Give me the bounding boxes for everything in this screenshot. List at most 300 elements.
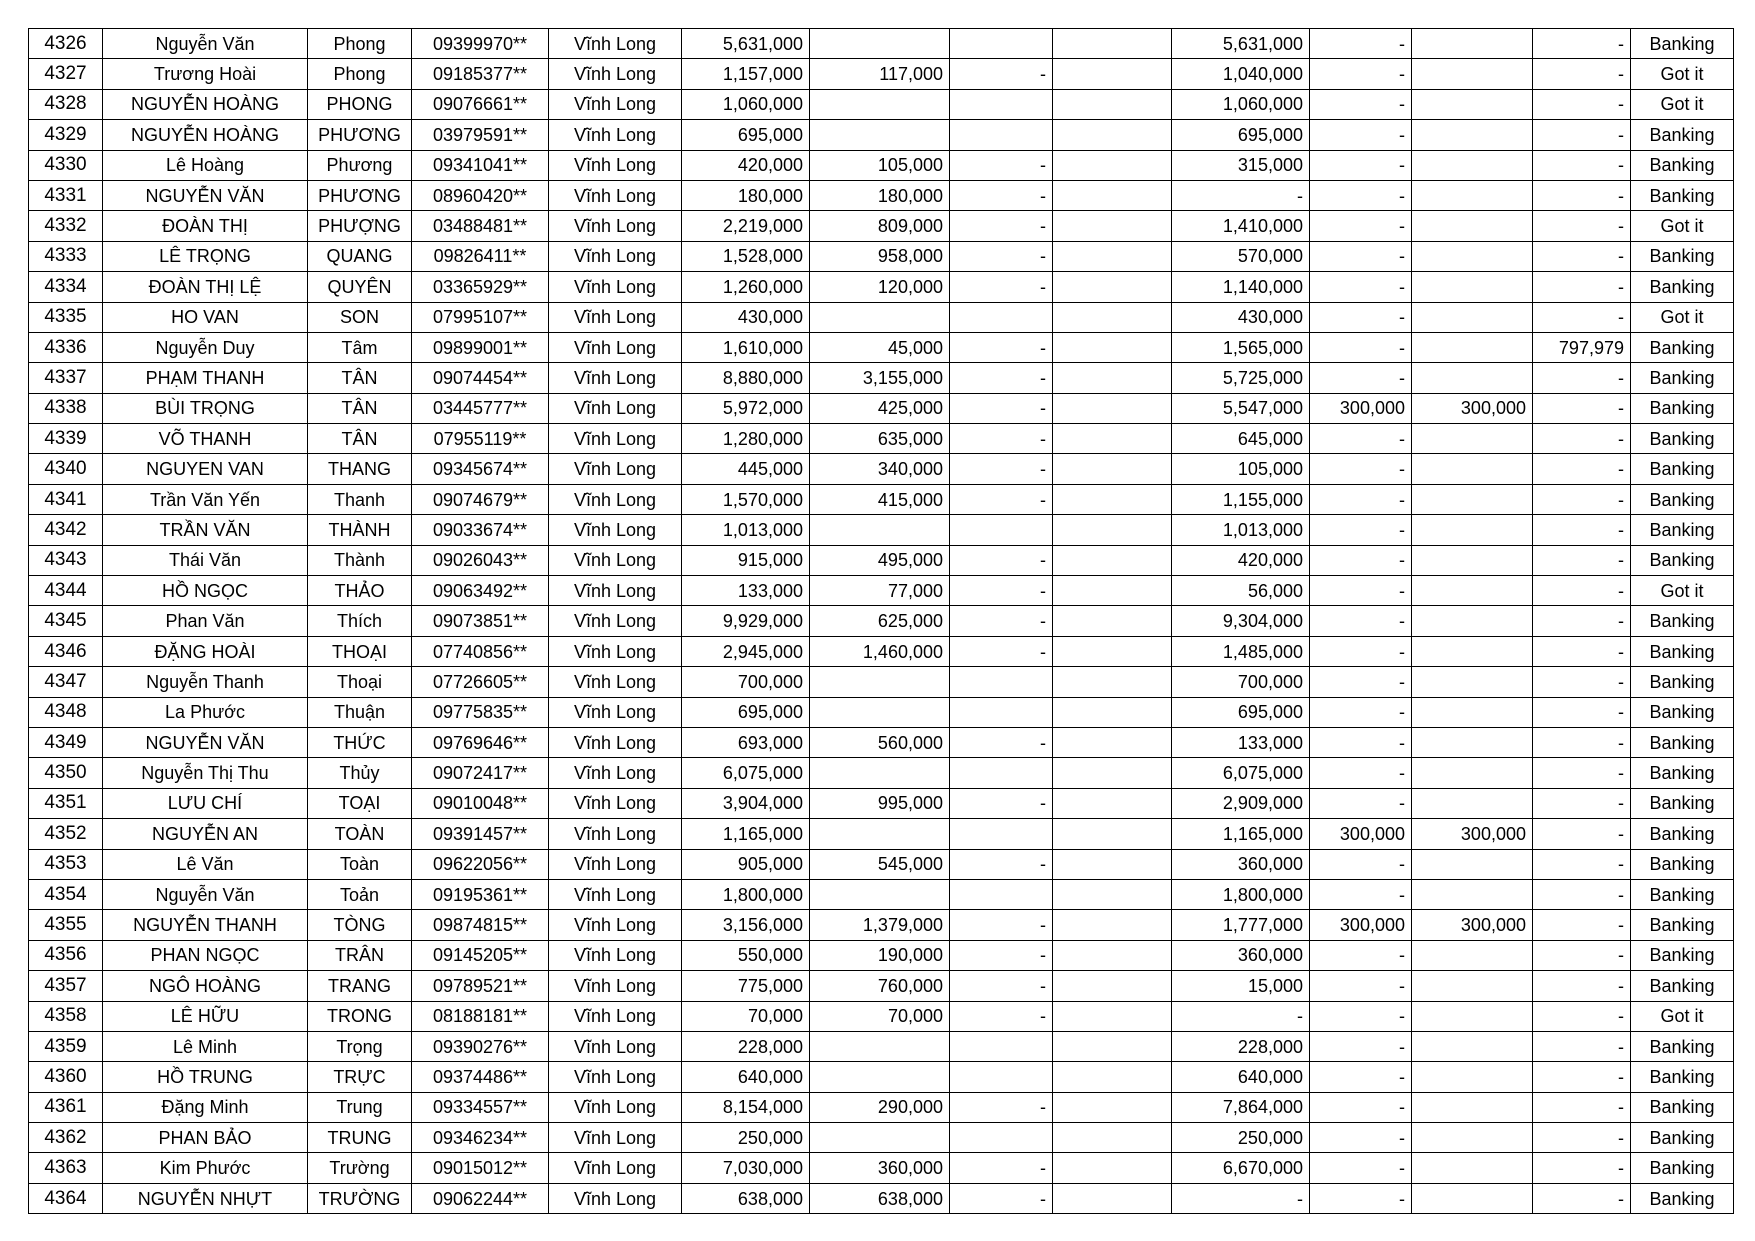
- first-name-cell: THANG: [308, 454, 412, 484]
- payment-method-cell: Got it: [1631, 302, 1734, 332]
- phone-cell: 09391457**: [412, 819, 549, 849]
- row-id-cell: 4340: [29, 454, 103, 484]
- first-name-cell: QUYÊN: [308, 272, 412, 302]
- bonus-dash-cell: -: [1310, 971, 1412, 1001]
- last-middle-name-cell: TRẦN VĂN: [103, 515, 308, 545]
- phone-cell: 09346234**: [412, 1123, 549, 1153]
- deduction-cell: 70,000: [810, 1001, 950, 1031]
- total-amount-cell: 905,000: [682, 849, 810, 879]
- payment-method-cell: Banking: [1631, 363, 1734, 393]
- last-middle-name-cell: ĐẶNG HOÀI: [103, 636, 308, 666]
- deduction-dash-cell: -: [950, 636, 1053, 666]
- payment-method-cell: Banking: [1631, 1092, 1734, 1122]
- deduction-cell: 120,000: [810, 272, 950, 302]
- bonus-dash-cell: -: [1310, 636, 1412, 666]
- blank-cell: [1053, 241, 1172, 271]
- blank-cell: [1053, 697, 1172, 727]
- province-cell: Vĩnh Long: [549, 241, 682, 271]
- bonus-amount-cell: [1412, 727, 1533, 757]
- blank-cell: [1053, 971, 1172, 1001]
- table-row: [29, 1031, 1734, 1061]
- net-amount-cell: 105,000: [1172, 454, 1310, 484]
- extra-amount-cell: -: [1533, 606, 1631, 636]
- blank-cell: [1053, 393, 1172, 423]
- row-id-cell: 4345: [29, 606, 103, 636]
- phone-cell: 09769646**: [412, 727, 549, 757]
- blank-cell: [1053, 424, 1172, 454]
- bonus-amount-cell: [1412, 211, 1533, 241]
- blank-cell: [1053, 1031, 1172, 1061]
- first-name-cell: Thành: [308, 545, 412, 575]
- payment-method-cell: Got it: [1631, 89, 1734, 119]
- blank-cell: [1053, 363, 1172, 393]
- row-id-cell: 4347: [29, 667, 103, 697]
- blank-cell: [1053, 606, 1172, 636]
- province-cell: Vĩnh Long: [549, 727, 682, 757]
- bonus-amount-cell: [1412, 1001, 1533, 1031]
- deduction-cell: 560,000: [810, 727, 950, 757]
- row-id-cell: 4338: [29, 393, 103, 423]
- blank-cell: [1053, 667, 1172, 697]
- table-row: [29, 515, 1734, 545]
- bonus-dash-cell: -: [1310, 180, 1412, 210]
- last-middle-name-cell: LƯU CHÍ: [103, 788, 308, 818]
- payment-method-cell: Banking: [1631, 758, 1734, 788]
- deduction-dash-cell: -: [950, 545, 1053, 575]
- bonus-dash-cell: -: [1310, 302, 1412, 332]
- deduction-dash-cell: [950, 1062, 1053, 1092]
- last-middle-name-cell: Nguyễn Văn: [103, 879, 308, 909]
- extra-amount-cell: -: [1533, 1123, 1631, 1153]
- payment-method-cell: Banking: [1631, 819, 1734, 849]
- first-name-cell: PHƯỢNG: [308, 211, 412, 241]
- payment-method-cell: Banking: [1631, 1062, 1734, 1092]
- table-row: [29, 272, 1734, 302]
- deduction-dash-cell: [950, 819, 1053, 849]
- total-amount-cell: 1,157,000: [682, 59, 810, 89]
- bonus-dash-cell: -: [1310, 849, 1412, 879]
- province-cell: Vĩnh Long: [549, 211, 682, 241]
- province-cell: Vĩnh Long: [549, 1092, 682, 1122]
- blank-cell: [1053, 59, 1172, 89]
- total-amount-cell: 2,945,000: [682, 636, 810, 666]
- row-id-cell: 4339: [29, 424, 103, 454]
- bonus-amount-cell: [1412, 971, 1533, 1001]
- row-id-cell: 4341: [29, 484, 103, 514]
- net-amount-cell: 430,000: [1172, 302, 1310, 332]
- bonus-dash-cell: -: [1310, 515, 1412, 545]
- table-row: [29, 211, 1734, 241]
- deduction-dash-cell: [950, 89, 1053, 119]
- row-id-cell: 4356: [29, 940, 103, 970]
- extra-amount-cell: -: [1533, 424, 1631, 454]
- phone-cell: 09195361**: [412, 879, 549, 909]
- last-middle-name-cell: PHAN BẢO: [103, 1123, 308, 1153]
- last-middle-name-cell: NGUYỄN THANH: [103, 910, 308, 940]
- last-middle-name-cell: Nguyễn Thị Thu: [103, 758, 308, 788]
- last-middle-name-cell: HỒ NGỌC: [103, 576, 308, 606]
- phone-cell: 03979591**: [412, 120, 549, 150]
- extra-amount-cell: -: [1533, 545, 1631, 575]
- row-id-cell: 4333: [29, 241, 103, 271]
- payment-method-cell: Banking: [1631, 150, 1734, 180]
- net-amount-cell: 1,485,000: [1172, 636, 1310, 666]
- last-middle-name-cell: BÙI TRỌNG: [103, 393, 308, 423]
- last-middle-name-cell: Lê Minh: [103, 1031, 308, 1061]
- table-row: [29, 697, 1734, 727]
- blank-cell: [1053, 484, 1172, 514]
- payment-method-cell: Banking: [1631, 332, 1734, 362]
- total-amount-cell: 775,000: [682, 971, 810, 1001]
- phone-cell: 09062244**: [412, 1183, 549, 1213]
- deduction-dash-cell: -: [950, 1001, 1053, 1031]
- deduction-cell: [810, 120, 950, 150]
- last-middle-name-cell: Nguyễn Văn: [103, 29, 308, 59]
- total-amount-cell: 700,000: [682, 667, 810, 697]
- deduction-cell: 1,379,000: [810, 910, 950, 940]
- row-id-cell: 4357: [29, 971, 103, 1001]
- deduction-dash-cell: [950, 879, 1053, 909]
- bonus-amount-cell: [1412, 424, 1533, 454]
- net-amount-cell: 1,140,000: [1172, 272, 1310, 302]
- province-cell: Vĩnh Long: [549, 180, 682, 210]
- row-id-cell: 4343: [29, 545, 103, 575]
- extra-amount-cell: -: [1533, 89, 1631, 119]
- extra-amount-cell: -: [1533, 758, 1631, 788]
- extra-amount-cell: -: [1533, 363, 1631, 393]
- blank-cell: [1053, 1092, 1172, 1122]
- total-amount-cell: 7,030,000: [682, 1153, 810, 1183]
- province-cell: Vĩnh Long: [549, 667, 682, 697]
- row-id-cell: 4355: [29, 910, 103, 940]
- blank-cell: [1053, 879, 1172, 909]
- deduction-cell: [810, 667, 950, 697]
- bonus-amount-cell: [1412, 89, 1533, 119]
- deduction-cell: 45,000: [810, 332, 950, 362]
- bonus-amount-cell: [1412, 180, 1533, 210]
- bonus-dash-cell: -: [1310, 454, 1412, 484]
- deduction-dash-cell: -: [950, 940, 1053, 970]
- last-middle-name-cell: NGUYỄN HOÀNG: [103, 120, 308, 150]
- province-cell: Vĩnh Long: [549, 1153, 682, 1183]
- province-cell: Vĩnh Long: [549, 1001, 682, 1031]
- first-name-cell: TRỰC: [308, 1062, 412, 1092]
- bonus-dash-cell: -: [1310, 241, 1412, 271]
- province-cell: Vĩnh Long: [549, 150, 682, 180]
- deduction-cell: [810, 29, 950, 59]
- province-cell: Vĩnh Long: [549, 272, 682, 302]
- province-cell: Vĩnh Long: [549, 454, 682, 484]
- deduction-dash-cell: [950, 302, 1053, 332]
- bonus-dash-cell: -: [1310, 211, 1412, 241]
- extra-amount-cell: -: [1533, 667, 1631, 697]
- bonus-dash-cell: -: [1310, 484, 1412, 514]
- province-cell: Vĩnh Long: [549, 1031, 682, 1061]
- last-middle-name-cell: Đặng Minh: [103, 1092, 308, 1122]
- last-middle-name-cell: NGUYỄN AN: [103, 819, 308, 849]
- table-row: [29, 150, 1734, 180]
- net-amount-cell: 360,000: [1172, 849, 1310, 879]
- last-middle-name-cell: LÊ TRỌNG: [103, 241, 308, 271]
- table-row: [29, 910, 1734, 940]
- blank-cell: [1053, 89, 1172, 119]
- province-cell: Vĩnh Long: [549, 515, 682, 545]
- last-middle-name-cell: LÊ HỮU: [103, 1001, 308, 1031]
- total-amount-cell: 2,219,000: [682, 211, 810, 241]
- total-amount-cell: 693,000: [682, 727, 810, 757]
- net-amount-cell: 1,777,000: [1172, 910, 1310, 940]
- bonus-amount-cell: [1412, 1062, 1533, 1092]
- row-id-cell: 4353: [29, 849, 103, 879]
- phone-cell: 09185377**: [412, 59, 549, 89]
- bonus-amount-cell: [1412, 241, 1533, 271]
- blank-cell: [1053, 758, 1172, 788]
- deduction-cell: 3,155,000: [810, 363, 950, 393]
- extra-amount-cell: -: [1533, 849, 1631, 879]
- last-middle-name-cell: NGUYỄN VĂN: [103, 180, 308, 210]
- phone-cell: 07726605**: [412, 667, 549, 697]
- first-name-cell: PHONG: [308, 89, 412, 119]
- extra-amount-cell: -: [1533, 1153, 1631, 1183]
- extra-amount-cell: -: [1533, 819, 1631, 849]
- deduction-dash-cell: [950, 758, 1053, 788]
- blank-cell: [1053, 332, 1172, 362]
- net-amount-cell: 15,000: [1172, 971, 1310, 1001]
- phone-cell: 09341041**: [412, 150, 549, 180]
- payment-method-cell: Banking: [1631, 424, 1734, 454]
- deduction-dash-cell: -: [950, 150, 1053, 180]
- province-cell: Vĩnh Long: [549, 120, 682, 150]
- payment-method-cell: Banking: [1631, 849, 1734, 879]
- first-name-cell: Thuận: [308, 697, 412, 727]
- row-id-cell: 4350: [29, 758, 103, 788]
- deduction-cell: [810, 89, 950, 119]
- phone-cell: 03365929**: [412, 272, 549, 302]
- blank-cell: [1053, 1183, 1172, 1213]
- deduction-cell: 958,000: [810, 241, 950, 271]
- bonus-amount-cell: 300,000: [1412, 819, 1533, 849]
- row-id-cell: 4360: [29, 1062, 103, 1092]
- deduction-cell: 190,000: [810, 940, 950, 970]
- net-amount-cell: 133,000: [1172, 727, 1310, 757]
- first-name-cell: TRUNG: [308, 1123, 412, 1153]
- table-row: [29, 879, 1734, 909]
- bonus-dash-cell: -: [1310, 758, 1412, 788]
- extra-amount-cell: -: [1533, 120, 1631, 150]
- deduction-cell: [810, 879, 950, 909]
- total-amount-cell: 638,000: [682, 1183, 810, 1213]
- payment-method-cell: Banking: [1631, 180, 1734, 210]
- deduction-cell: 638,000: [810, 1183, 950, 1213]
- first-name-cell: THẢO: [308, 576, 412, 606]
- bonus-amount-cell: [1412, 1092, 1533, 1122]
- table-row: [29, 120, 1734, 150]
- bonus-amount-cell: [1412, 272, 1533, 302]
- last-middle-name-cell: Lê Văn: [103, 849, 308, 879]
- blank-cell: [1053, 576, 1172, 606]
- payment-method-cell: Banking: [1631, 515, 1734, 545]
- first-name-cell: THOẠI: [308, 636, 412, 666]
- net-amount-cell: 9,304,000: [1172, 606, 1310, 636]
- first-name-cell: TRƯỜNG: [308, 1183, 412, 1213]
- bonus-dash-cell: -: [1310, 1092, 1412, 1122]
- row-id-cell: 4335: [29, 302, 103, 332]
- bonus-dash-cell: -: [1310, 1153, 1412, 1183]
- first-name-cell: Tâm: [308, 332, 412, 362]
- phone-cell: 09074454**: [412, 363, 549, 393]
- total-amount-cell: 5,631,000: [682, 29, 810, 59]
- bonus-dash-cell: -: [1310, 697, 1412, 727]
- first-name-cell: TÂN: [308, 424, 412, 454]
- bonus-dash-cell: -: [1310, 940, 1412, 970]
- total-amount-cell: 8,880,000: [682, 363, 810, 393]
- total-amount-cell: 640,000: [682, 1062, 810, 1092]
- deduction-cell: 290,000: [810, 1092, 950, 1122]
- row-id-cell: 4332: [29, 211, 103, 241]
- net-amount-cell: 250,000: [1172, 1123, 1310, 1153]
- payment-method-cell: Banking: [1631, 484, 1734, 514]
- table-row: [29, 849, 1734, 879]
- table-row: [29, 758, 1734, 788]
- extra-amount-cell: -: [1533, 393, 1631, 423]
- table-row: [29, 1123, 1734, 1153]
- bonus-dash-cell: -: [1310, 545, 1412, 575]
- net-amount-cell: -: [1172, 1001, 1310, 1031]
- table-row: [29, 332, 1734, 362]
- total-amount-cell: 250,000: [682, 1123, 810, 1153]
- province-cell: Vĩnh Long: [549, 697, 682, 727]
- province-cell: Vĩnh Long: [549, 332, 682, 362]
- bonus-amount-cell: [1412, 59, 1533, 89]
- bonus-dash-cell: 300,000: [1310, 393, 1412, 423]
- table-row: [29, 89, 1734, 119]
- row-id-cell: 4330: [29, 150, 103, 180]
- bonus-amount-cell: [1412, 363, 1533, 393]
- deduction-cell: 360,000: [810, 1153, 950, 1183]
- payment-method-cell: Banking: [1631, 241, 1734, 271]
- last-middle-name-cell: HO VAN: [103, 302, 308, 332]
- extra-amount-cell: -: [1533, 697, 1631, 727]
- bonus-dash-cell: 300,000: [1310, 910, 1412, 940]
- row-id-cell: 4327: [29, 59, 103, 89]
- last-middle-name-cell: PHAN NGỌC: [103, 940, 308, 970]
- row-id-cell: 4329: [29, 120, 103, 150]
- last-middle-name-cell: NGUYỄN HOÀNG: [103, 89, 308, 119]
- deduction-dash-cell: -: [950, 971, 1053, 1001]
- net-amount-cell: 700,000: [1172, 667, 1310, 697]
- deduction-cell: 415,000: [810, 484, 950, 514]
- deduction-cell: 495,000: [810, 545, 950, 575]
- row-id-cell: 4326: [29, 29, 103, 59]
- phone-cell: 09874815**: [412, 910, 549, 940]
- table-row: [29, 1183, 1734, 1213]
- bonus-amount-cell: [1412, 940, 1533, 970]
- bonus-dash-cell: -: [1310, 59, 1412, 89]
- phone-cell: 09899001**: [412, 332, 549, 362]
- province-cell: Vĩnh Long: [549, 788, 682, 818]
- deduction-dash-cell: -: [950, 272, 1053, 302]
- bonus-dash-cell: -: [1310, 332, 1412, 362]
- extra-amount-cell: -: [1533, 59, 1631, 89]
- bonus-dash-cell: -: [1310, 1031, 1412, 1061]
- last-middle-name-cell: La Phước: [103, 697, 308, 727]
- deduction-dash-cell: -: [950, 363, 1053, 393]
- payment-method-cell: Banking: [1631, 606, 1734, 636]
- first-name-cell: TOẠI: [308, 788, 412, 818]
- deduction-dash-cell: [950, 667, 1053, 697]
- bonus-amount-cell: [1412, 758, 1533, 788]
- row-id-cell: 4359: [29, 1031, 103, 1061]
- province-cell: Vĩnh Long: [549, 940, 682, 970]
- blank-cell: [1053, 150, 1172, 180]
- last-middle-name-cell: HỒ TRUNG: [103, 1062, 308, 1092]
- table-row: [29, 788, 1734, 818]
- total-amount-cell: 445,000: [682, 454, 810, 484]
- deduction-dash-cell: -: [950, 727, 1053, 757]
- deduction-dash-cell: [950, 697, 1053, 727]
- deduction-cell: [810, 819, 950, 849]
- bonus-amount-cell: [1412, 29, 1533, 59]
- province-cell: Vĩnh Long: [549, 606, 682, 636]
- row-id-cell: 4344: [29, 576, 103, 606]
- total-amount-cell: 228,000: [682, 1031, 810, 1061]
- payment-method-cell: Banking: [1631, 667, 1734, 697]
- bonus-dash-cell: -: [1310, 576, 1412, 606]
- deduction-dash-cell: [950, 1031, 1053, 1061]
- extra-amount-cell: -: [1533, 940, 1631, 970]
- net-amount-cell: 570,000: [1172, 241, 1310, 271]
- deduction-dash-cell: -: [950, 393, 1053, 423]
- first-name-cell: Trọng: [308, 1031, 412, 1061]
- total-amount-cell: 1,570,000: [682, 484, 810, 514]
- row-id-cell: 4361: [29, 1092, 103, 1122]
- extra-amount-cell: -: [1533, 484, 1631, 514]
- bonus-amount-cell: [1412, 849, 1533, 879]
- total-amount-cell: 915,000: [682, 545, 810, 575]
- phone-cell: 08188181**: [412, 1001, 549, 1031]
- extra-amount-cell: -: [1533, 971, 1631, 1001]
- blank-cell: [1053, 819, 1172, 849]
- bonus-amount-cell: [1412, 576, 1533, 606]
- table-row: [29, 636, 1734, 666]
- table-row: [29, 819, 1734, 849]
- province-cell: Vĩnh Long: [549, 1183, 682, 1213]
- bonus-dash-cell: -: [1310, 89, 1412, 119]
- total-amount-cell: 3,156,000: [682, 910, 810, 940]
- bonus-amount-cell: [1412, 484, 1533, 514]
- province-cell: Vĩnh Long: [549, 484, 682, 514]
- first-name-cell: THỨC: [308, 727, 412, 757]
- phone-cell: 09145205**: [412, 940, 549, 970]
- table-row: [29, 424, 1734, 454]
- deduction-dash-cell: -: [950, 788, 1053, 818]
- deduction-dash-cell: -: [950, 1092, 1053, 1122]
- bonus-amount-cell: [1412, 879, 1533, 909]
- first-name-cell: THÀNH: [308, 515, 412, 545]
- net-amount-cell: 5,547,000: [1172, 393, 1310, 423]
- bonus-amount-cell: [1412, 667, 1533, 697]
- extra-amount-cell: -: [1533, 727, 1631, 757]
- extra-amount-cell: -: [1533, 454, 1631, 484]
- row-id-cell: 4336: [29, 332, 103, 362]
- payment-method-cell: Banking: [1631, 272, 1734, 302]
- blank-cell: [1053, 454, 1172, 484]
- bonus-amount-cell: [1412, 120, 1533, 150]
- extra-amount-cell: -: [1533, 576, 1631, 606]
- table-row: [29, 727, 1734, 757]
- phone-cell: 09775835**: [412, 697, 549, 727]
- bonus-dash-cell: -: [1310, 29, 1412, 59]
